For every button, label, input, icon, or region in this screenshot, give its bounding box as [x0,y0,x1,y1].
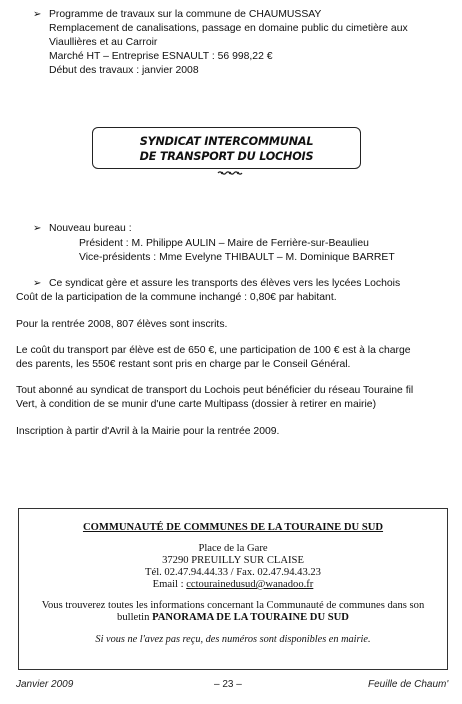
inscription-2009: Inscription à partir d'Avril à la Mairie pour la rentrée 2009. [16,426,280,437]
bullet-arrow-icon: ➢ [33,278,42,289]
bullet-arrow-icon: ➢ [33,223,42,234]
footer-publication: Feuille de Chaum' [368,679,449,690]
communaute-info-box [18,508,448,670]
address-line-2: 37290 PREUILLY SUR CLAISE [162,555,304,566]
travaux-line-3: Viaullières et au Carroir [49,37,158,48]
travaux-line-2: Remplacement de canalisations, passage en domaine public du cimetière aux [49,23,408,34]
transport-cost-line-2: des parents, les 550€ restant sont pris en charge par le Conseil Général. [16,359,351,370]
bureau-president: Président : M. Philippe AULIN – Maire de Ferrière-sur-Beaulieu [79,238,369,249]
syndicat-title-line-2: DE TRANSPORT DU LOCHOIS [139,150,314,163]
phone-fax: Tél. 02.47.94.44.33 / Fax. 02.47.94.43.23 [145,567,321,578]
email-label: Email : [152,579,187,590]
availability-note: Si vous ne l'avez pas reçu, des numéros sont disponibles en mairie. [95,634,371,645]
bureau-vice-presidents: Vice-présidents : Mme Evelyne THIBAULT – M. Dominique BARRET [79,252,395,263]
travaux-line-5: Début des travaux : janvier 2008 [49,65,199,76]
travaux-line-1: Programme de travaux sur la commune de CHAUMUSSAY [49,9,322,20]
communaute-title: COMMUNAUTÉ DE COMMUNES DE LA TOURAINE DU SUD [82,522,384,533]
page-number: – 23 – [214,679,242,690]
bulletin-name: PANORAMA DE LA TOURAINE DU SUD [152,612,349,623]
bureau-heading: Nouveau bureau : [49,223,132,234]
abonnement-line-2: Vert, à condition de se munir d'une carte Multipass (dossier à retirer en mairie) [16,399,377,410]
footer-date: Janvier 2009 [16,679,74,690]
bullet-arrow-icon: ➢ [33,9,42,20]
syndicat-title-box [92,127,361,169]
bulletin-prefix: bulletin [117,612,153,623]
transport-cost-line-1: Le coût du transport par élève est de 650 €, une participation de 100 € est à la charge [16,345,411,356]
abonnement-line-1: Tout abonné au syndicat de transport du Lochois peut bénéficier du réseau Touraine fil [16,385,414,396]
travaux-line-4: Marché HT – Entreprise ESNAULT : 56 998,22 € [49,51,273,62]
email-line [19,579,447,591]
bulletin-info-line-1: Vous trouverez toutes les informations concernant la Communauté de communes dans son [41,600,425,611]
address-line-1: Place de la Gare [198,543,268,554]
bulletin-info-line-2 [19,612,447,624]
ornament-divider-icon [217,169,245,179]
syndicat-description: Ce syndicat gère et assure les transports des élèves vers les lycées Lochois [49,278,401,289]
participation-cost: Coût de la participation de la commune inchangé : 0,80€ par habitant. [16,292,337,303]
syndicat-title-line-1: SYNDICAT INTERCOMMUNAL [139,135,314,148]
inscriptions-2008: Pour la rentrée 2008, 807 élèves sont inscrits. [16,319,228,330]
email-link[interactable]: cctourainedusud@wanadoo.fr [186,579,314,590]
